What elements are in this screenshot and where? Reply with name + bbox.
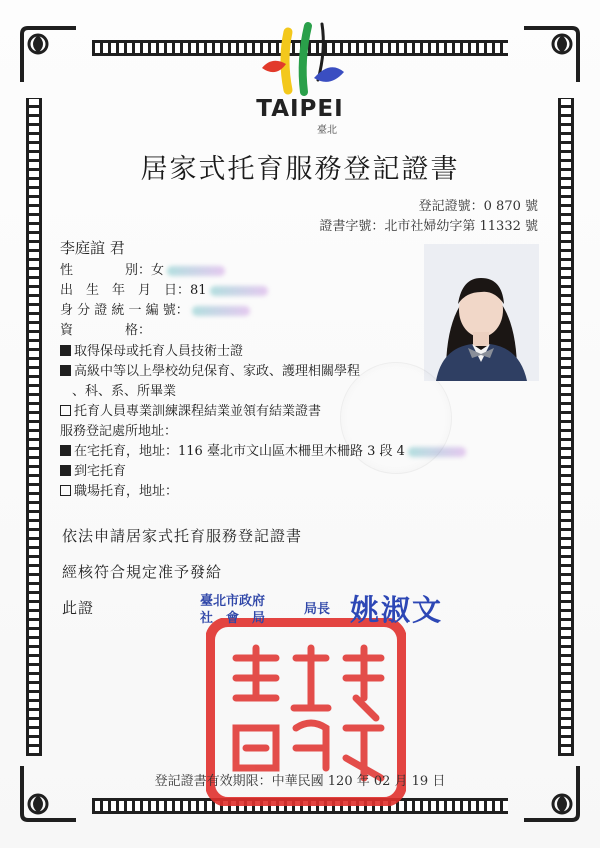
qualification-item-continuation [72,380,176,399]
service-option-text: 職場托育，地址： [74,484,179,499]
checkbox-checked-icon [60,345,71,356]
service-option-text: 到宅托育 [74,464,127,479]
qualification-item [60,360,360,379]
service-option-text: 在宅托育，地址：116 臺北市文山區木柵里木柵路 3 段 4 [74,444,405,459]
statement-line: 經核符合規定准予發給 [62,563,223,581]
gender-label: 性 別： [60,263,152,278]
certificate-title: 居家式托育服務登記證書 [140,154,460,185]
birth-label: 出 生 年 月 日： [60,283,191,298]
right-border-band [558,98,574,756]
qualification-text: 取得保母或托育人員技術士證 [74,344,244,359]
taipei-logo-icon [258,20,348,100]
corner-ornament-icon [18,24,80,86]
holder-photo [424,244,539,381]
qualification-label: 資 格： [60,323,152,338]
certificate-letter-number: 證書字號：北市社婦幼字第 11332 號 [319,219,538,234]
qualification-text: 托育人員專業訓練課程結業並領有結業證書 [74,404,322,419]
logo-text: TAIPEI [256,96,344,122]
service-address-label: 服務登記處所地址： [60,424,178,439]
checkbox-checked-icon [60,365,71,376]
statement-line: 此證 [62,599,95,617]
gender-field [60,259,225,278]
birth-field [60,279,268,298]
redaction-blur [210,286,268,296]
signature-org-line2: 社 會 局 [200,611,266,626]
checkbox-empty-icon [60,405,71,416]
left-border-band [26,98,42,756]
signature-name: 姚淑文 [350,593,444,627]
redaction-blur [192,306,250,316]
qualification-text: 高級中等以上學校幼兒保育、家政、護理相關學程 [74,364,361,379]
id-label: 身 分 證 統 一 編 號： [60,303,189,318]
birth-value: 81 [190,283,207,298]
qualification-field [60,319,151,338]
signature-title: 局長 [304,602,331,617]
checkbox-checked-icon [60,445,71,456]
corner-ornament-icon [520,24,582,86]
checkbox-checked-icon [60,465,71,476]
qualification-text: 、科、系、所畢業 [72,384,177,399]
qualification-item [60,400,321,419]
redaction-blur [167,266,225,276]
embossed-seal [340,362,452,474]
id-field [60,299,250,318]
service-option [60,460,126,479]
logo-subtext: 臺北 [317,125,337,136]
service-option [60,480,178,499]
holder-name: 李庭誼 君 [60,239,125,257]
signature-org-line1: 臺北市政府 [200,594,266,609]
checkbox-empty-icon [60,485,71,496]
validity-period: 登記證書有效期限：中華民國 120 年 02 月 19 日 [154,774,446,789]
qualification-item [60,340,243,359]
statement-line: 依法申請居家式托育服務登記證書 [62,527,303,545]
gender-value: 女 [151,263,165,278]
registration-number: 登記證號：0 870 號 [418,199,538,214]
